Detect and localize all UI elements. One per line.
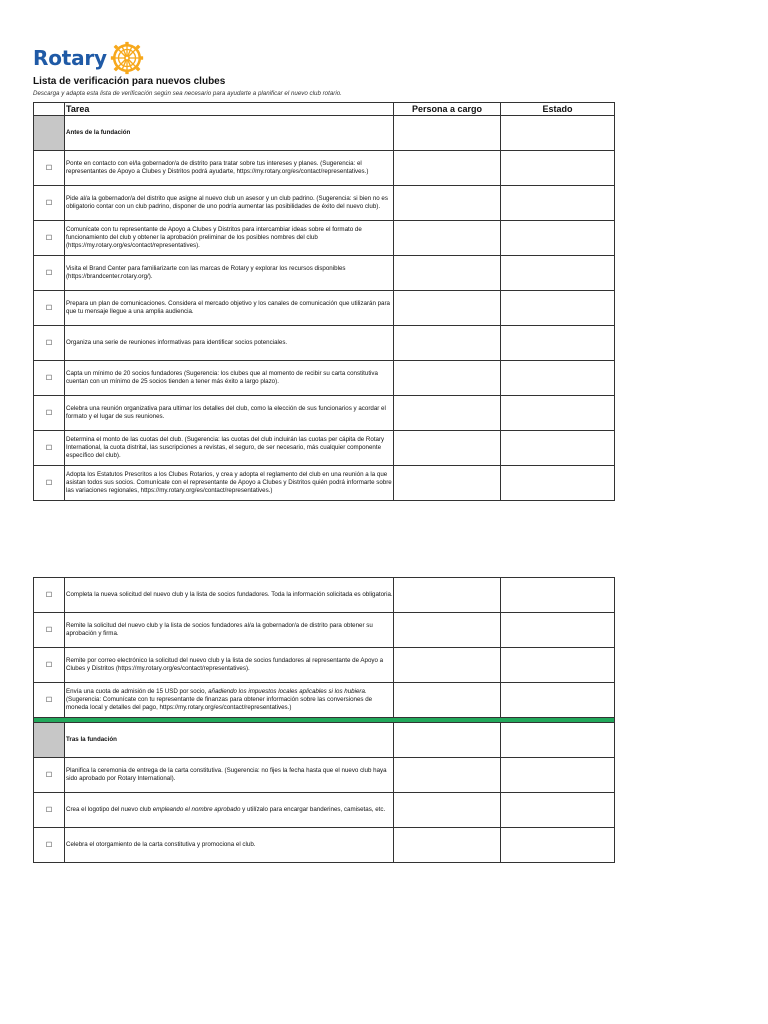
status-cell[interactable] (501, 683, 615, 718)
checkbox[interactable]: ☐ (34, 758, 65, 793)
status-cell[interactable] (501, 578, 615, 613)
checklist-row (34, 613, 615, 648)
checkbox[interactable]: ☐ (34, 793, 65, 828)
person-cell[interactable] (394, 683, 501, 718)
person-cell[interactable] (394, 723, 501, 758)
header-checkbox-col (34, 103, 65, 116)
person-cell[interactable] (394, 396, 501, 431)
task-text-part: Crea el logotipo del nuevo club (66, 806, 153, 813)
task-text: Capta un mínimo de 20 socios fundadores (Sugerencia: los clubes que al momento de recibir su carta constitutiva cuentan con un mínimo de 25 socios tienden a tener más éxito a largo plazo). (65, 361, 394, 396)
checklist-row (34, 466, 615, 501)
task-text: Remite por correo electrónico la solicitud del nuevo club y la lista de socios fundadores al representante de Apoyo a Clubes y Distritos (https://my.rotary.org/es/contact/representatives). (65, 648, 394, 683)
checkbox[interactable]: ☐ (34, 396, 65, 431)
checklist-row (34, 578, 615, 613)
checkbox[interactable]: ☐ (34, 361, 65, 396)
task-text: Ponte en contacto con el/la gobernador/a de distrito para tratar sobre tus intereses y planes. (Sugerencia: el representantes de Apoyo a Clubes y Distritos podrá ayudarte, https://my.rotary.org/es/contact/representatives.) (65, 151, 394, 186)
section-shade (34, 116, 65, 151)
table-header-row (34, 103, 615, 116)
task-text-emphasis: empleando el nombre aprobado (152, 806, 241, 813)
rotary-wheel-icon (110, 41, 144, 75)
person-cell[interactable] (394, 361, 501, 396)
header-person: Persona a cargo (394, 103, 501, 116)
header-status: Estado (501, 103, 615, 116)
continued-rows (34, 578, 615, 718)
status-cell[interactable] (501, 613, 615, 648)
brand-wordmark: Rotary (33, 46, 107, 70)
task-text (65, 683, 394, 718)
checklist-row (34, 648, 615, 683)
checkbox[interactable]: ☐ (34, 151, 65, 186)
person-cell[interactable] (394, 613, 501, 648)
section-label-before: Antes de la fundación (65, 116, 394, 151)
task-text: Celebra una reunión organizativa para ultimar los detalles del club, como la elección de sus funcionarios y acordar el formato y el lugar de sus reuniones. (65, 396, 394, 431)
person-cell[interactable] (394, 648, 501, 683)
person-cell[interactable] (394, 256, 501, 291)
status-cell[interactable] (501, 151, 615, 186)
task-text: Completa la nueva solicitud del nuevo club y la lista de socios fundadores. Toda la información solicitada es obligatoria. (65, 578, 394, 613)
task-text: Adopta los Estatutos Prescritos a los Clubes Rotarios, y crea y adopta el reglamento del club en una reunión a la que asistan todos sus socios. Comunícate con el representante de Apoyo a Clubes y Distritos quién podrá informarte sobre las variaciones regionales, https://my.rotary.org/es/contact/representatives.) (65, 466, 394, 501)
person-cell[interactable] (394, 186, 501, 221)
section-shade (34, 723, 65, 758)
status-cell[interactable] (501, 431, 615, 466)
person-cell[interactable] (394, 151, 501, 186)
checkbox[interactable]: ☐ (34, 326, 65, 361)
rotary-logo (33, 40, 144, 76)
task-text: Visita el Brand Center para familiarizarte con las marcas de Rotary y explorar los recursos disponibles (https://brandcenter.rotary.org/). (65, 256, 394, 291)
person-cell[interactable] (394, 793, 501, 828)
section-label-after: Tras la fundación (65, 723, 394, 758)
status-cell[interactable] (501, 396, 615, 431)
task-text-emphasis: añadiendo los impuestos locales aplicables si los hubiera (208, 688, 365, 695)
status-cell[interactable] (501, 466, 615, 501)
checkbox[interactable]: ☐ (34, 648, 65, 683)
checkbox[interactable]: ☐ (34, 466, 65, 501)
task-text: Pide al/a la gobernador/a del distrito que asigne al nuevo club un asesor y un club padrino. (Sugerencia: si bien no es obligatorio contar con un club padrino, disponer de uno podría aumentar las posibilidades de éxito del nuevo club). (65, 186, 394, 221)
status-cell[interactable] (501, 793, 615, 828)
section-before-row (34, 116, 615, 151)
person-cell[interactable] (394, 466, 501, 501)
task-text: Organiza una serie de reuniones informativas para identificar socios potenciales. (65, 326, 394, 361)
checklist-row (34, 361, 615, 396)
task-text: Comunícate con tu representante de Apoyo a Clubes y Distritos para intercambiar ideas sobre el formato de funcionamiento del club y obtener la aprobación preliminar de los posibles nombres del club (https://my.rotary.org/es/contact/representatives). (65, 221, 394, 256)
task-text-part: Envía una cuota de admisión de 15 USD por socio, (66, 688, 209, 695)
status-cell[interactable] (501, 758, 615, 793)
task-text: Remite la solicitud del nuevo club y la lista de socios fundadores al/a la gobernador/a de distrito para obtener su aprobación y firma. (65, 613, 394, 648)
person-cell[interactable] (394, 291, 501, 326)
status-cell[interactable] (501, 186, 615, 221)
checkbox[interactable]: ☐ (34, 613, 65, 648)
task-text: Planifica la ceremonia de entrega de la carta constitutiva. (Sugerencia: no fijes la fecha hasta que el nuevo club haya sido aprobado por Rotary International). (65, 758, 394, 793)
page-subtitle: Descarga y adapta esta lista de verificación según sea necesario para ayudarte a planificar el nuevo club rotario. (33, 90, 342, 97)
checklist-row (34, 431, 615, 466)
checklist-row (34, 828, 615, 863)
checkbox[interactable]: ☐ (34, 431, 65, 466)
checkbox[interactable]: ☐ (34, 186, 65, 221)
header-task: Tarea (65, 103, 394, 116)
checklist-row (34, 186, 615, 221)
person-cell[interactable] (394, 758, 501, 793)
checkbox[interactable]: ☐ (34, 578, 65, 613)
checkbox[interactable]: ☐ (34, 291, 65, 326)
status-cell[interactable] (501, 291, 615, 326)
checklist-row (34, 326, 615, 361)
person-cell[interactable] (394, 326, 501, 361)
task-text: Determina el monto de las cuotas del club. (Sugerencia: las cuotas del club incluirán las cuotas per cápita de Rotary International, la cuota distrital, las suscripciones a revistas, el seguro, de ser necesario, más cualquier componente específico del club). (65, 431, 394, 466)
checklist-row (34, 256, 615, 291)
after-rows (34, 758, 615, 863)
checklist-row (34, 758, 615, 793)
status-cell[interactable] (501, 361, 615, 396)
checklist-row (34, 151, 615, 186)
person-cell[interactable] (394, 221, 501, 256)
task-text-part: . (Sugerencia: Comunícate con tu representante de finanzas para obtener información sobre las conversiones de moneda local y detalles del pago, https://my.rotary.org/es/contact/representatives.) (66, 688, 373, 711)
checklist-table-part-1 (33, 102, 615, 501)
checkbox[interactable]: ☐ (34, 828, 65, 863)
task-text-part: y utilízalo para encargar banderines, camisetas, etc. (240, 806, 386, 813)
person-cell[interactable] (394, 578, 501, 613)
checklist-row (34, 683, 615, 718)
checkbox[interactable]: ☐ (34, 683, 65, 718)
task-text (65, 793, 394, 828)
status-cell[interactable] (501, 221, 615, 256)
status-cell[interactable] (501, 723, 615, 758)
page-title: Lista de verificación para nuevos clubes (33, 76, 226, 87)
checklist-row (34, 396, 615, 431)
status-cell[interactable] (501, 828, 615, 863)
checklist-row (34, 291, 615, 326)
person-cell[interactable] (394, 828, 501, 863)
person-cell[interactable] (394, 116, 501, 151)
checkbox[interactable]: ☐ (34, 256, 65, 291)
status-cell[interactable] (501, 648, 615, 683)
person-cell[interactable] (394, 431, 501, 466)
checklist-table-part-2 (33, 577, 615, 863)
status-cell[interactable] (501, 256, 615, 291)
checklist-row (34, 221, 615, 256)
task-text: Prepara un plan de comunicaciones. Considera el mercado objetivo y los canales de comunicación que utilizarán para que tu mensaje llegue a una amplia audiencia. (65, 291, 394, 326)
checkbox[interactable]: ☐ (34, 221, 65, 256)
task-text: Celebra el otorgamiento de la carta constitutiva y promociona el club. (65, 828, 394, 863)
checklist-row (34, 793, 615, 828)
status-cell[interactable] (501, 326, 615, 361)
before-rows (34, 151, 615, 501)
section-after-row (34, 723, 615, 758)
status-cell[interactable] (501, 116, 615, 151)
